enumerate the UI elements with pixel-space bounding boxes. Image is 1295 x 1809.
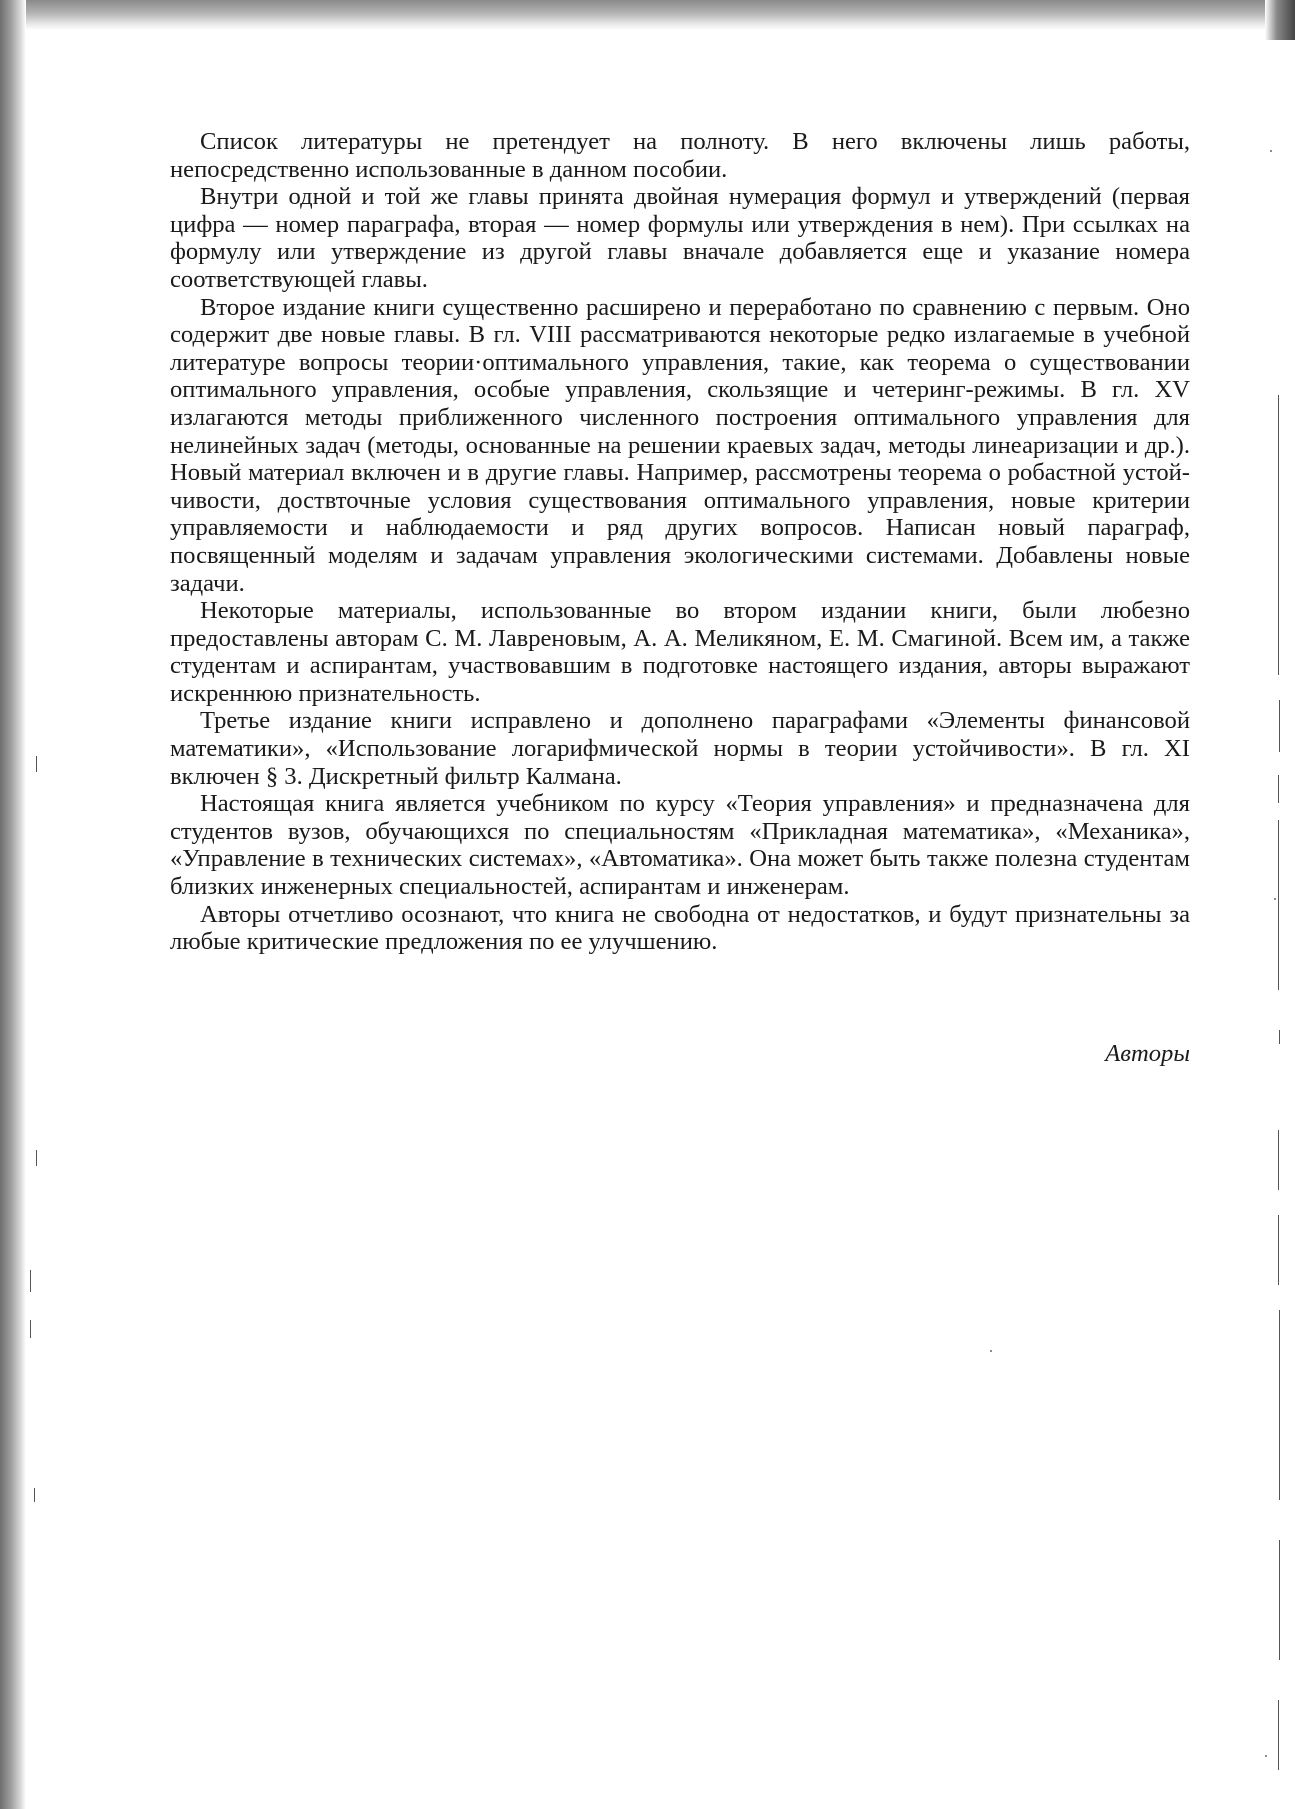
scan-mark xyxy=(36,756,37,772)
scan-mark xyxy=(1278,820,1279,990)
scan-mark xyxy=(1278,1130,1279,1190)
scan-dot xyxy=(1265,1755,1267,1757)
scan-mark xyxy=(1278,395,1279,675)
paragraph: Третье издание книги исправлено и дополнено параграфами «Элементы финансовой математики», «Использование логарифмической нормы в теории устойчивости». В гл. XI включен § 3. Дискретный фильтр Калмана. xyxy=(170,707,1190,790)
scan-mark xyxy=(30,1320,31,1338)
scan-mark xyxy=(30,1270,31,1292)
scan-mark xyxy=(1279,700,1280,752)
scan-mark xyxy=(1278,1700,1279,1770)
scan-shadow-top xyxy=(0,0,1295,30)
scan-mark xyxy=(34,1488,35,1502)
paragraph: Авторы отчетливо осознают, что книга не свободна от недостатков, и будут признательны за любые критические предложения по ее улучшению. xyxy=(170,900,1190,956)
paragraph: Внутри одной и той же главы принята двойная нумерация формул и утверждений (первая цифра — номер параграфа, вторая — номер формулы или утверждения в нем). При ссылках на формулу или утверждение из другой главы вначале добавляется еще и указание номера соответствующей главы. xyxy=(170,183,1190,293)
scan-mark xyxy=(1279,1030,1280,1044)
scan-mark xyxy=(1278,775,1279,803)
signature: Авторы xyxy=(1105,1040,1190,1067)
scan-mark xyxy=(1279,1540,1280,1660)
paragraph: Настоящая книга является учебником по курсу «Теория управления» и предназначена для студентов вузов, обучающихся по специальностям «Прикладная математика», «Механика», «Управление в технических системах», «Автоматика». Она может быть также полезна студентам близких инженерных специальностей, аспирантам и инженерам. xyxy=(170,790,1190,901)
scan-mark xyxy=(1279,1310,1280,1500)
scan-dot xyxy=(1274,898,1276,900)
scan-shadow-left xyxy=(0,0,26,1809)
scan-mark xyxy=(36,1150,37,1166)
scan-dot xyxy=(1270,150,1272,152)
scan-dot xyxy=(990,1350,992,1352)
paragraph: Второе издание книги существенно расширено и переработано по сравнению с первым. Оно содержит две новые главы. В гл. VIII рассматриваются некоторые редко излагаемые в учебной литературе вопросы теории·оптимального управления, такие, как теорема о существовании оптимального управления, особые управления, скользящие и четеринг-режимы. В гл. XV излагаются методы приближенного численного построения оптимального управления для нелинейных задач (методы, основанные на решении краевых задач, методы линеаризации и др.). Новый материал включен и в другие главы. Например, рассмотрены теорема о робастной устойчивости, доствточные условия существования оптимального управления, новые критерии управляемости и наблюдаемости и ряд других вопросов. Написан новый параграф, посвященный моделям и задачам управления экологическими системами. Добавлены новые задачи. xyxy=(170,293,1190,597)
scan-mark xyxy=(1278,1215,1279,1285)
scan-shadow-corner xyxy=(1265,0,1295,40)
paragraph: Некоторые материалы, использованные во втором издании книги, были любезно предоставлены авторам С. М. Лавреновым, А. А. Меликяном, Е. М. Смагиной. Всем им, а также студентам и аспирантам, участвовавшим в подготовке настоящего издания, авторы выражают искреннюю признательность. xyxy=(170,597,1190,707)
paragraph: Список литературы не претендует на полноту. В него включены лишь работы, непосредственно использованные в данном пособии. xyxy=(170,128,1190,183)
document-body xyxy=(170,128,1190,956)
